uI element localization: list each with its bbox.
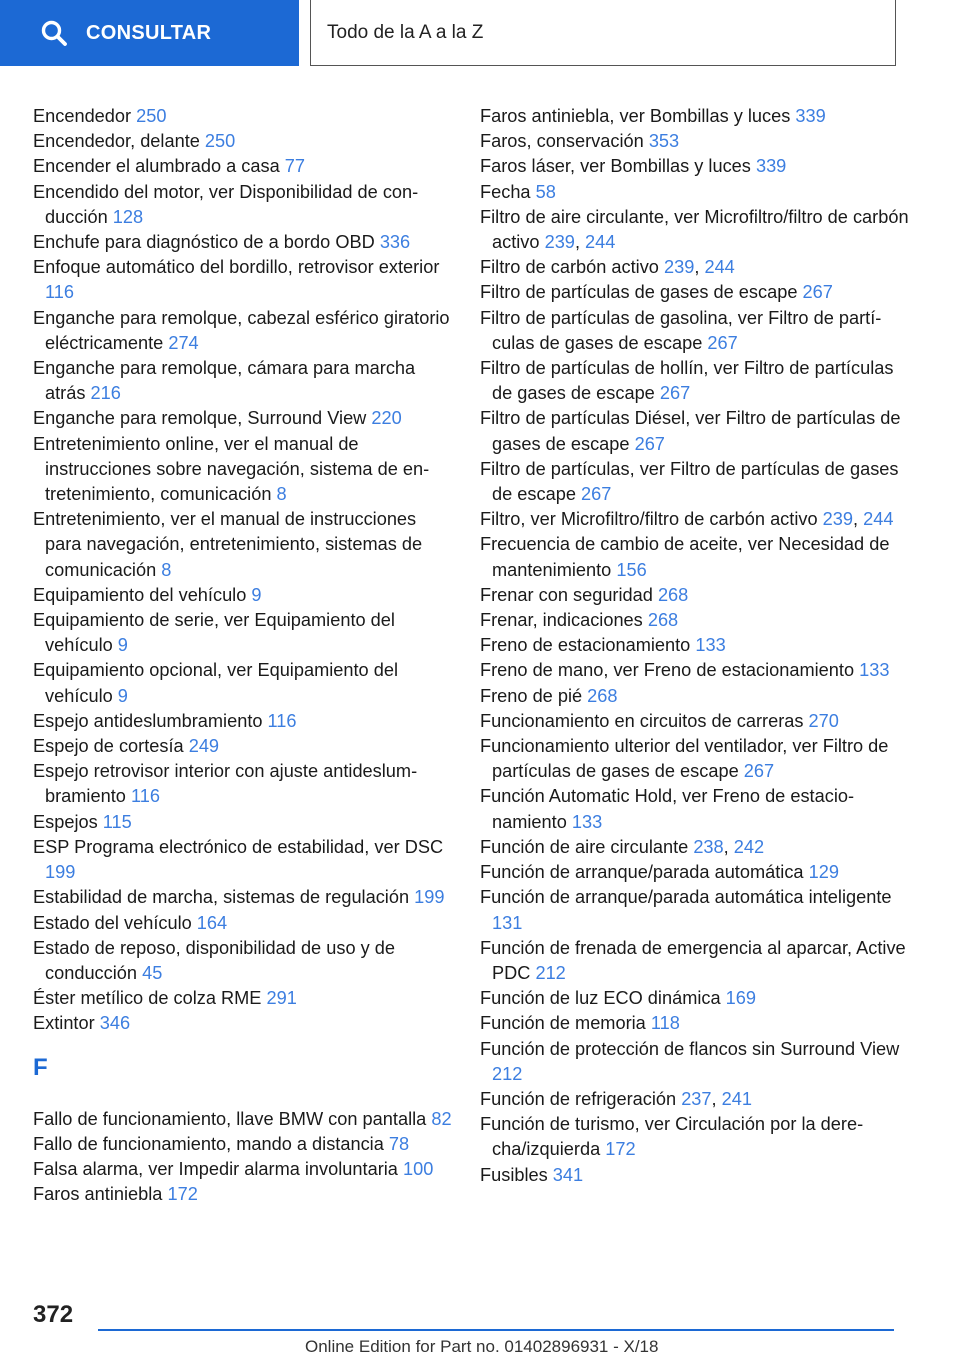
page-link[interactable]: 220 bbox=[371, 408, 402, 429]
page-link[interactable]: 9 bbox=[117, 635, 128, 656]
index-entry bbox=[33, 1132, 453, 1157]
page-link[interactable]: 238 bbox=[693, 836, 724, 857]
page-link[interactable]: 172 bbox=[167, 1184, 198, 1205]
index-term: Encendedor bbox=[33, 106, 137, 126]
index-entry bbox=[33, 129, 453, 154]
index-term: Enchufe para diagnóstico de a bordo OBD bbox=[33, 232, 380, 253]
index-term: Función de protección de flancos sin Surround View bbox=[480, 1038, 900, 1059]
index-term: Filtro de partículas, ver Filtro de partículas de gases de escape bbox=[480, 458, 899, 505]
index-term: Faros láser, ver Bombillas y luces bbox=[480, 156, 756, 177]
index-term: Función de arranque/parada automática inteligente bbox=[480, 887, 892, 908]
index-term: Faros, conservación bbox=[480, 131, 649, 152]
page-link[interactable]: 115 bbox=[102, 811, 132, 832]
index-entry bbox=[33, 507, 453, 583]
index-term: Filtro de partículas Diésel, ver Filtro de partículas de gases de escape bbox=[480, 408, 901, 454]
index-entry bbox=[480, 583, 910, 608]
page-link[interactable]: 353 bbox=[648, 131, 680, 152]
page-link[interactable]: 341 bbox=[552, 1164, 584, 1185]
index-term: Fallo de funcionamiento, llave BMW con pantalla bbox=[33, 1108, 432, 1129]
index-entry bbox=[480, 306, 910, 356]
index-entry bbox=[33, 734, 453, 759]
index-list-left-f bbox=[33, 1107, 453, 1208]
page-link[interactable]: 336 bbox=[379, 232, 411, 253]
page-link[interactable]: 82 bbox=[431, 1108, 452, 1129]
index-term: Espejo de cortesía bbox=[33, 736, 189, 757]
index-entry bbox=[480, 1112, 910, 1162]
index-entry bbox=[480, 104, 910, 129]
page-link[interactable]: 268 bbox=[647, 610, 679, 631]
index-entry bbox=[33, 583, 453, 608]
index-term: Fecha bbox=[480, 181, 536, 202]
page-link[interactable]: 199 bbox=[414, 887, 445, 908]
section-letter: F bbox=[33, 1053, 48, 1081]
index-entry bbox=[480, 180, 910, 205]
index-entry bbox=[33, 255, 453, 305]
index-term: Extintor bbox=[33, 1013, 100, 1034]
consult-label: CONSULTAR bbox=[86, 21, 212, 44]
page-link[interactable]: 131 bbox=[492, 912, 523, 933]
index-entry bbox=[480, 154, 910, 179]
index-entry bbox=[33, 406, 453, 431]
index-list-right bbox=[480, 104, 910, 1188]
page-link[interactable]: 249 bbox=[188, 736, 220, 757]
index-term: Filtro de aire circulante, ver Microfiltro/filtro de carbón activo bbox=[480, 206, 909, 253]
index-entry: Función de aire circulante 238, 242 bbox=[480, 836, 765, 857]
index-entry bbox=[480, 986, 910, 1011]
index-term: Función de frenada de emergencia al aparcar, Active PDC bbox=[480, 937, 906, 983]
index-term: Funcionamiento en circuitos de carreras bbox=[480, 710, 809, 731]
index-entry bbox=[33, 1182, 453, 1207]
page-link[interactable]: 270 bbox=[808, 710, 839, 731]
page-link[interactable]: 116 bbox=[267, 710, 297, 731]
index-entry: Función de refrigeración 237, 241 bbox=[480, 1088, 753, 1109]
page-link[interactable]: 8 bbox=[161, 559, 172, 580]
footer-edition: Online Edition for Part no. 01402896931 - X/18 bbox=[305, 1337, 659, 1356]
index-entry bbox=[33, 835, 453, 885]
index-entry bbox=[480, 1163, 910, 1188]
page-link[interactable]: 118 bbox=[650, 1013, 680, 1034]
index-entry bbox=[33, 356, 453, 406]
index-entry bbox=[33, 154, 453, 179]
page-link[interactable]: 116 bbox=[45, 282, 74, 303]
index-term: Fusibles bbox=[480, 1164, 553, 1185]
index-term: Equipamiento del vehículo bbox=[33, 584, 252, 605]
index-entry bbox=[480, 734, 910, 784]
index-term: Faros antiniebla bbox=[33, 1184, 168, 1205]
index-term: Estabilidad de marcha, sistemas de regulación bbox=[33, 887, 415, 908]
index-term: Freno de pié bbox=[480, 685, 588, 706]
index-term: Equipamiento de serie, ver Equipamiento del vehículo bbox=[33, 610, 395, 656]
index-entry bbox=[480, 129, 910, 154]
page-link[interactable]: 169 bbox=[725, 988, 757, 1009]
page-link[interactable]: 346 bbox=[99, 1013, 131, 1034]
index-entry bbox=[480, 280, 910, 305]
index-entry bbox=[33, 810, 453, 835]
page-link[interactable]: 77 bbox=[284, 156, 305, 177]
index-term: Función de arranque/parada automática bbox=[480, 862, 809, 883]
page-link[interactable]: 133 bbox=[571, 811, 603, 832]
index-entry bbox=[480, 684, 910, 709]
index-term: Enganche para remolque, cámara para marcha atrás bbox=[33, 358, 416, 404]
index-term: Filtro de partículas de hollín, ver Filtro de partículas de gases de escape bbox=[480, 358, 894, 404]
index-term: Filtro de partículas de gases de escape bbox=[480, 282, 803, 303]
az-tab[interactable]: Todo de la A a la Z bbox=[310, 0, 896, 66]
index-entry bbox=[480, 406, 910, 456]
index-term: Función de refrigeración bbox=[480, 1088, 682, 1109]
index-entry: Filtro de carbón activo 239, 244 bbox=[480, 257, 735, 278]
page-link[interactable]: 339 bbox=[755, 156, 787, 177]
index-term: Espejo antideslumbramiento bbox=[33, 710, 268, 731]
index-column-right bbox=[480, 104, 910, 1188]
index-term: Falsa alarma, ver Impedir alarma involuntaria bbox=[33, 1158, 403, 1179]
page-link[interactable]: 8 bbox=[276, 484, 287, 505]
index-term: Enganche para remolque, cabezal esférico giratorio eléctricamente bbox=[33, 307, 450, 353]
index-term: Entretenimiento online, ver el manual de instrucciones sobre navegación, sistema de entretenimiento, comunicación bbox=[33, 433, 430, 505]
page-number: 372 bbox=[33, 1301, 74, 1328]
index-term: Función de aire circulante bbox=[480, 836, 694, 857]
index-entry bbox=[33, 230, 453, 255]
page-link[interactable]: 267 bbox=[743, 761, 775, 782]
index-entry bbox=[480, 709, 910, 734]
page-link[interactable]: 133 bbox=[859, 660, 890, 681]
index-term: Freno de estacionamiento bbox=[480, 635, 696, 656]
index-entry bbox=[480, 633, 910, 658]
index-entry bbox=[480, 885, 910, 935]
index-entry bbox=[33, 885, 453, 910]
index-entry bbox=[480, 1037, 910, 1087]
index-entry bbox=[33, 1157, 453, 1182]
index-term: Enganche para remolque, Surround View bbox=[33, 408, 372, 429]
page-link[interactable]: 58 bbox=[535, 181, 556, 202]
index-entry bbox=[33, 1107, 453, 1132]
index-entry bbox=[480, 860, 910, 885]
page-link[interactable]: 216 bbox=[90, 383, 121, 404]
index-term: Equipamiento opcional, ver Equipamiento del vehículo bbox=[33, 660, 398, 706]
page-link[interactable]: 9 bbox=[251, 584, 262, 605]
index-term: Estado de reposo, disponibilidad de uso y de conducción bbox=[33, 937, 395, 983]
index-term: Enfoque automático del bordillo, retrovisor exterior bbox=[33, 257, 440, 278]
page-link[interactable]: 78 bbox=[388, 1133, 410, 1154]
index-entry bbox=[33, 306, 453, 356]
index-term: Función de luz ECO dinámica bbox=[480, 988, 726, 1009]
index-entry bbox=[33, 1011, 453, 1036]
index-term: Frenar, indicaciones bbox=[480, 610, 648, 631]
index-term: Éster metílico de colza RME bbox=[33, 988, 267, 1009]
page-link[interactable]: 199 bbox=[45, 862, 76, 883]
index-entry bbox=[480, 457, 910, 507]
index-entry bbox=[33, 986, 453, 1011]
index-term: Entretenimiento, ver el manual de instrucciones para navegación, entretenimiento, sistemas de comunicación bbox=[33, 509, 423, 580]
page-link[interactable]: 267 bbox=[707, 332, 738, 353]
page-link[interactable]: 268 bbox=[587, 685, 618, 706]
index-entry bbox=[480, 784, 910, 834]
index-entry bbox=[480, 356, 910, 406]
page-link[interactable]: 250 bbox=[136, 106, 167, 126]
index-term: Filtro, ver Microfiltro/filtro de carbón activo bbox=[480, 509, 823, 530]
page-link[interactable]: 339 bbox=[795, 106, 826, 126]
page-link[interactable]: 241 bbox=[721, 1088, 753, 1109]
index-term: Fallo de funcionamiento, mando a distancia bbox=[33, 1133, 389, 1154]
page-link[interactable]: 45 bbox=[142, 962, 163, 983]
index-term: Frenar con seguridad bbox=[480, 584, 658, 605]
index-entry bbox=[480, 532, 910, 582]
index-entry bbox=[33, 936, 453, 986]
search-icon bbox=[40, 19, 68, 47]
index-term: Estado del vehículo bbox=[33, 912, 197, 933]
page-link[interactable]: 267 bbox=[802, 282, 833, 303]
page-link[interactable]: 133 bbox=[695, 635, 726, 656]
page-link[interactable]: 242 bbox=[733, 836, 765, 857]
index-entry bbox=[480, 936, 910, 986]
index-column-left bbox=[33, 104, 453, 1207]
index-term: Función de memoria bbox=[480, 1013, 651, 1034]
page-link[interactable]: 237 bbox=[681, 1088, 712, 1109]
index-entry bbox=[33, 911, 453, 936]
index-term: Espejo retrovisor interior con ajuste antideslumbramiento bbox=[33, 761, 418, 807]
index-term: Encender el alumbrado a casa bbox=[33, 156, 285, 177]
page-link[interactable]: 239 bbox=[822, 509, 853, 530]
page-link[interactable]: 128 bbox=[112, 206, 144, 227]
index-term: ESP Programa electrónico de estabilidad, ver DSC bbox=[33, 836, 444, 857]
consult-tab[interactable] bbox=[0, 0, 299, 66]
index-entry bbox=[33, 608, 453, 658]
page-link[interactable]: 274 bbox=[168, 332, 199, 353]
page-link[interactable]: 267 bbox=[659, 383, 691, 404]
page-link[interactable]: 250 bbox=[204, 131, 236, 152]
page-link[interactable]: 164 bbox=[196, 912, 228, 933]
index-term: Espejos bbox=[33, 811, 103, 832]
page-link[interactable]: 267 bbox=[634, 433, 665, 454]
page-link[interactable]: 212 bbox=[535, 962, 566, 983]
footer-divider bbox=[98, 1329, 894, 1331]
header bbox=[0, 0, 960, 66]
index-term: Función Automatic Hold, ver Freno de estacionamiento bbox=[480, 786, 855, 832]
page-link[interactable]: 267 bbox=[580, 484, 612, 505]
index-list-left bbox=[33, 104, 453, 1037]
index-entry bbox=[480, 1011, 910, 1036]
page-link[interactable]: 244 bbox=[704, 257, 735, 278]
index-entry bbox=[33, 759, 453, 809]
page-link[interactable]: 9 bbox=[117, 685, 128, 706]
index-entry bbox=[33, 658, 453, 708]
index-entry: Filtro de aire circulante, ver Microfiltro/filtro de carbón activo 239, 244 bbox=[480, 206, 909, 253]
index-term: Función de turismo, ver Circulación por la derecha/izquierda bbox=[480, 1114, 864, 1160]
page-link[interactable]: 244 bbox=[863, 509, 894, 530]
index-term: Filtro de carbón activo bbox=[480, 257, 664, 278]
page-link[interactable]: 116 bbox=[130, 786, 160, 807]
page-link[interactable]: 268 bbox=[657, 584, 689, 605]
index-entry bbox=[33, 104, 453, 129]
index-entry bbox=[33, 432, 453, 508]
index-term: Funcionamiento ulterior del ventilador, ver Filtro de partículas de gases de escape bbox=[480, 736, 889, 782]
index-term: Faros antiniebla, ver Bombillas y luces bbox=[480, 106, 796, 126]
index-entry bbox=[33, 180, 453, 230]
index-term: Freno de mano, ver Freno de estacionamiento bbox=[480, 660, 860, 681]
page-link[interactable]: 291 bbox=[266, 988, 297, 1009]
page-link[interactable]: 239 bbox=[663, 257, 695, 278]
index-term: Filtro de partículas de gasolina, ver Filtro de partículas de gases de escape bbox=[480, 307, 882, 353]
index-term: Encendedor, delante bbox=[33, 131, 205, 152]
index-entry bbox=[480, 608, 910, 633]
page-link[interactable]: 172 bbox=[605, 1139, 636, 1160]
index-entry bbox=[33, 709, 453, 734]
index-term: Encendido del motor, ver Disponibilidad de conducción bbox=[33, 181, 419, 227]
page-link[interactable]: 244 bbox=[585, 232, 616, 253]
index-term: Frecuencia de cambio de aceite, ver Necesidad de mantenimiento bbox=[480, 534, 890, 580]
index-entry: Filtro, ver Microfiltro/filtro de carbón activo 239, 244 bbox=[480, 509, 894, 530]
page-link[interactable]: 156 bbox=[616, 559, 647, 580]
page-link[interactable]: 129 bbox=[808, 862, 839, 883]
page-link[interactable]: 212 bbox=[492, 1063, 523, 1084]
index-entry bbox=[480, 658, 910, 683]
page-link[interactable]: 100 bbox=[402, 1158, 434, 1179]
page-link[interactable]: 239 bbox=[544, 232, 575, 253]
